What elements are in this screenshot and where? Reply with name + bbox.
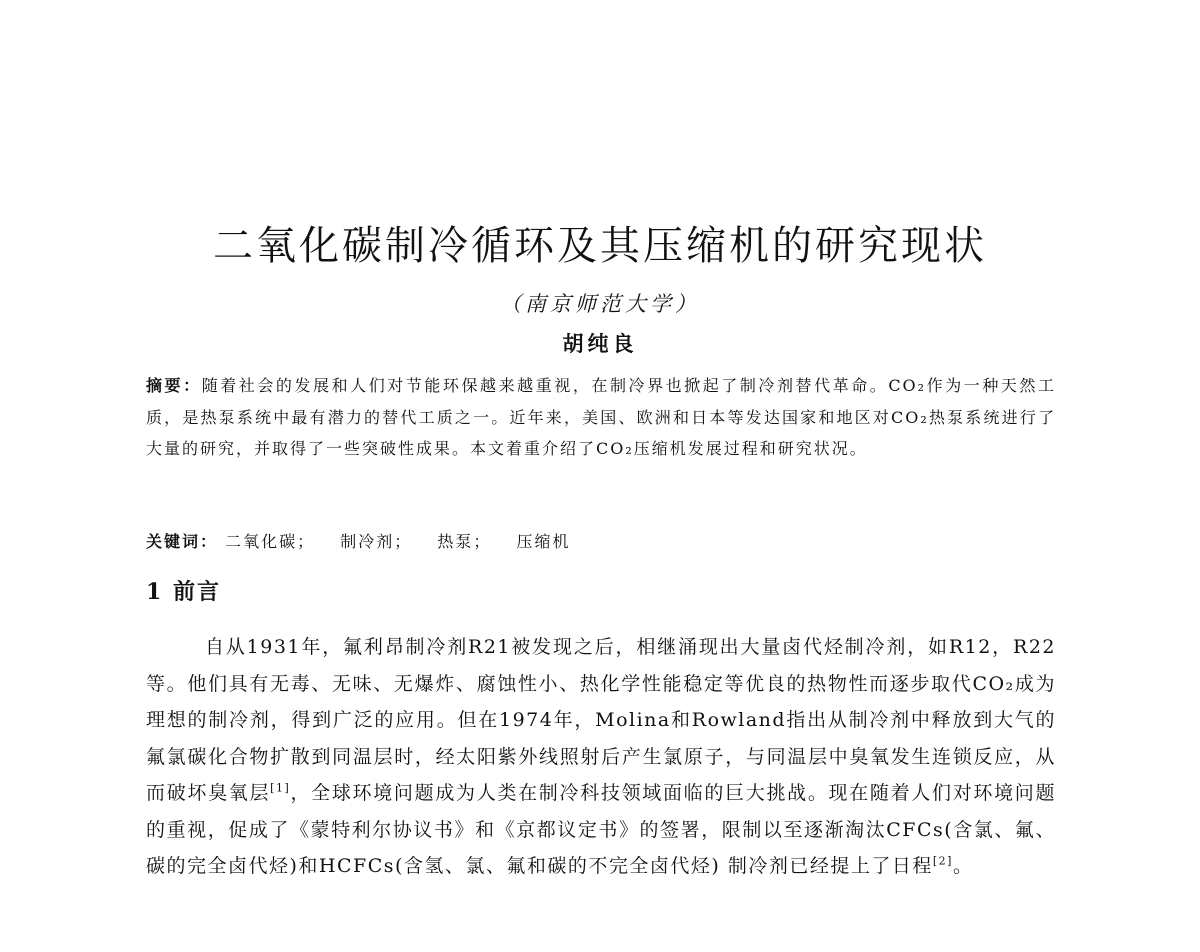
keyword-item: 压缩机 xyxy=(516,532,571,551)
keyword-item: 制冷剂； xyxy=(340,532,413,551)
keyword-item: 热泵； xyxy=(437,532,492,551)
body-text-part-1: 自从1931年，氟利昂制冷剂R21被发现之后，相继涌现出大量卤代烃制冷剂，如R12，R22等。他们具有无毒、无味、无爆炸、腐蚀性小、热化学性能稳定等优良的热物性而逐步取代CO₂成为理想的制冷剂，得到广泛的应用。但在1974年，Molina和Rowland指出从制冷剂中释放到大气的氟氯碳化合物扩散到同温层时，经太阳紫外线照射后产生氯原子，与同温层中臭氧发生连锁反应，从而破坏臭氧层 xyxy=(146,636,1056,804)
body-text-part-2: ，全球环境问题成为人类在制冷科技领域面临的巨大挑战。现在随着人们对环境问题的重视，促成了《蒙特利尔协议书》和《京都议定书》的签署，限制以至逐渐淘汰CFCs(含氯、氟、碳的完全卤代烃)和HCFCs(含氢、氯、氟和碳的不完全卤代烃) 制冷剂已经提上了日程 xyxy=(146,782,1056,877)
citation-ref-2[interactable]: [2] xyxy=(932,854,953,868)
citation-ref-1[interactable]: [1] xyxy=(270,781,291,795)
body-paragraph xyxy=(146,629,1056,885)
abstract-text: 随着社会的发展和人们对节能环保越来越重视，在制冷界也掀起了制冷剂替代革命。CO₂作为一种天然工质，是热泵系统中最有潜力的替代工质之一。近年来，美国、欧洲和日本等发达国家和地区对CO₂热泵系统进行了大量的研究，并取得了一些突破性成果。本文着重介绍了CO₂压缩机发展过程和研究状况。 xyxy=(146,376,1056,458)
keywords-label: 关键词： xyxy=(146,532,219,551)
section-heading: 1 前言 xyxy=(146,579,221,605)
body-text-part-3: 。 xyxy=(952,855,974,877)
abstract xyxy=(146,370,1056,465)
abstract-label: 摘要： xyxy=(146,376,202,395)
author-name: 胡纯良 xyxy=(562,331,638,356)
keywords xyxy=(146,526,1056,557)
author-affiliation: （南京师范大学） xyxy=(500,292,700,316)
keyword-item: 二氧化碳； xyxy=(225,532,316,551)
paper-title: 二氧化碳制冷循环及其压缩机的研究现状 xyxy=(213,223,987,269)
